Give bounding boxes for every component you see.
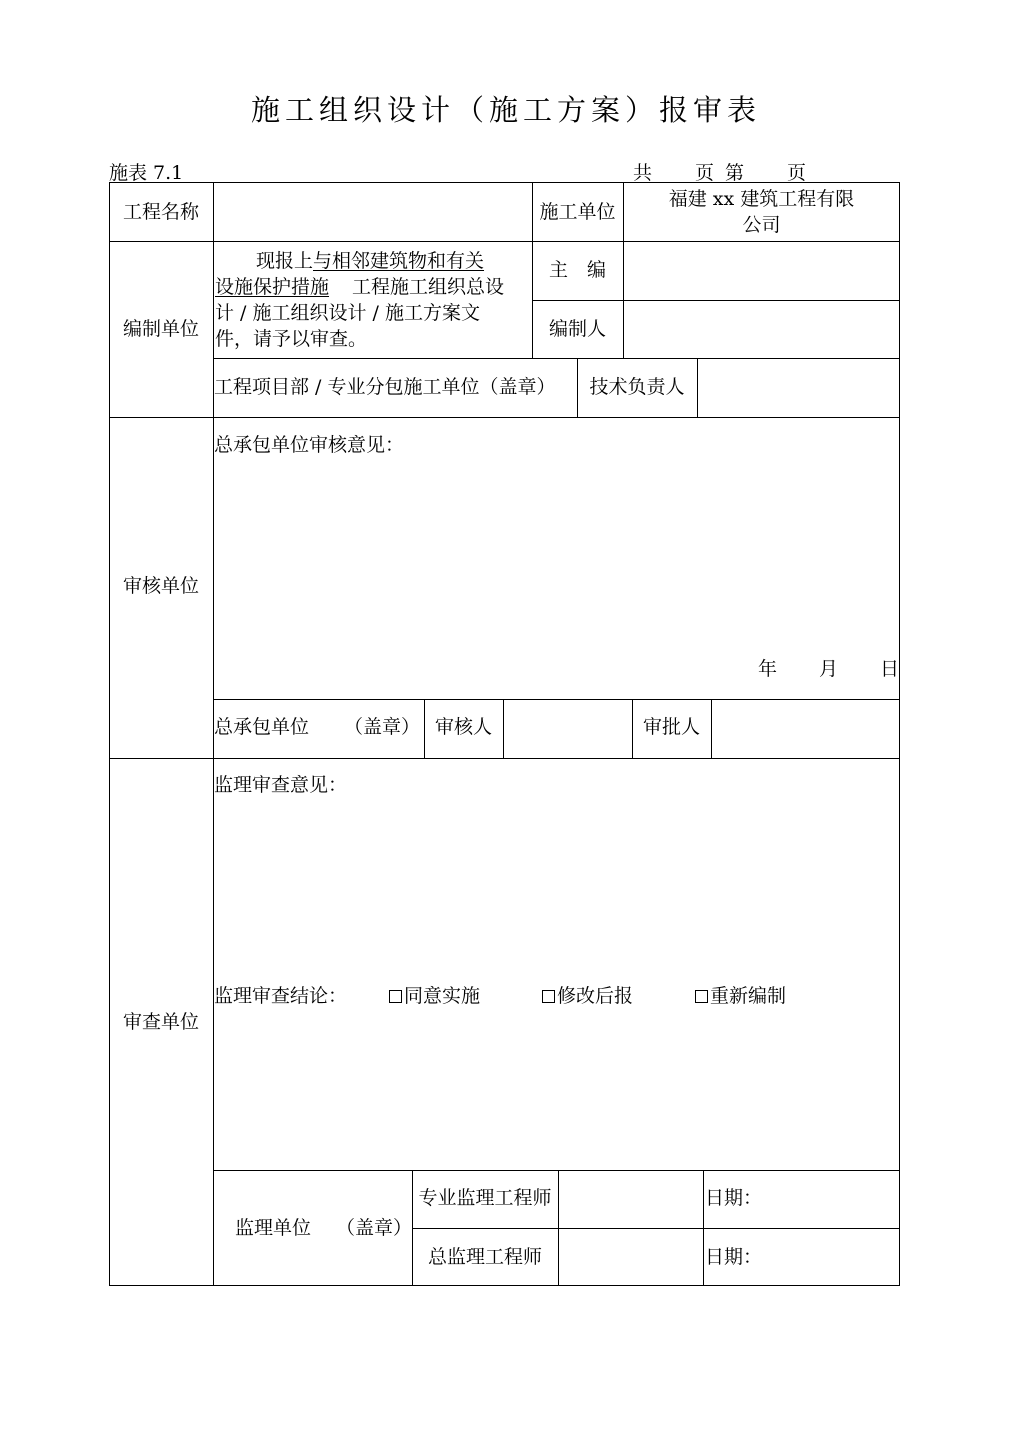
chief-date-label: 日期： [705,1246,763,1268]
option-revise[interactable] [542,987,633,1006]
row-divider [213,699,900,700]
option-redo-label: 重新编制 [710,985,787,1007]
option-approve[interactable] [389,987,480,1006]
page-title: 施工组织设计（施工方案）报审表 [250,93,761,127]
contractor-opinion-label: 总承包单位审核意见： [214,434,405,456]
option-redo[interactable] [695,987,786,1006]
supervision-unit-label: 监理单位 [235,1217,312,1239]
form-code: 施表 7.1 [109,162,184,184]
row-divider [412,1228,900,1229]
row-divider [213,358,900,359]
report-subject-line2[interactable]: 设施保护措施 [215,276,330,298]
supervision-seal-label: （盖章） [336,1217,413,1239]
supervision-opinion-label: 监理审查意见： [214,774,348,796]
inspect-unit-label: 审查单位 [122,1011,199,1033]
reviewer-label: 审核人 [434,716,492,738]
pages-total-label: 共 [633,162,653,184]
col-divider [412,1170,413,1286]
col-divider [697,358,698,417]
compiler-label: 编制人 [548,318,606,340]
specialist-date-label: 日期： [705,1187,763,1209]
construction-unit-label: 施工单位 [539,201,616,223]
project-name-label: 工程名称 [122,201,199,223]
specialist-engineer-label: 专业监理工程师 [418,1187,552,1209]
construction-unit-value-line1[interactable]: 福建 xx 建筑工程有限 [668,188,855,210]
pages-unit-label-2: 页 [787,162,807,184]
row-divider [213,1170,900,1171]
pages-unit-label: 页 [695,162,715,184]
report-line3: 计 / 施工组织设计 / 施工方案文 [215,302,480,324]
compile-unit-label: 编制单位 [122,318,199,340]
review-unit-label: 审核单位 [122,575,199,597]
report-line2-tail: 工程施工组织总设 [352,276,505,298]
col-divider [558,1170,559,1286]
option-approve-label: 同意实施 [404,985,481,1007]
row-divider [532,300,900,301]
row-divider [109,417,900,418]
row-divider [109,758,900,759]
col-divider [703,1170,704,1286]
construction-unit-value-line2[interactable]: 公司 [742,214,781,236]
tech-lead-label: 技术负责人 [589,376,685,398]
date-day-label: 日 [880,658,900,680]
report-line4: 件，请予以审查。 [215,328,368,350]
approver-label: 审批人 [642,716,700,738]
contractor-seal-label: （盖章） [344,716,421,738]
date-month-label: 月 [819,658,839,680]
col-divider [711,699,712,758]
report-prefix: 现报上 [256,250,314,272]
general-contractor-label: 总承包单位 [214,716,310,738]
department-seal-label: 工程项目部 / 专业分包施工单位（盖章） [214,376,556,398]
option-revise-label: 修改后报 [557,985,634,1007]
checkbox-approve-icon[interactable] [389,990,402,1003]
chief-editor-label: 主 编 [548,259,606,281]
row-divider [109,241,900,242]
report-subject-line1[interactable]: 与相邻建筑物和有关 [313,250,485,272]
checkbox-revise-icon[interactable] [542,990,555,1003]
col-divider [503,699,504,758]
pages-number-label: 第 [725,162,745,184]
supervision-conclusion-label: 监理审查结论： [214,985,348,1007]
date-year-label: 年 [758,658,778,680]
checkbox-redo-icon[interactable] [695,990,708,1003]
chief-engineer-label: 总监理工程师 [427,1246,542,1268]
